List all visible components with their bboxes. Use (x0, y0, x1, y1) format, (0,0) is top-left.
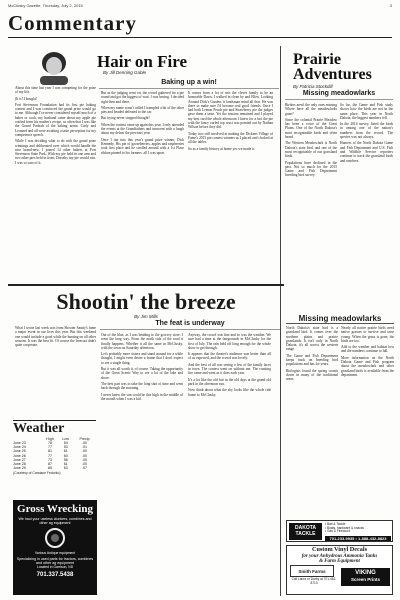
hair-byline: By Jill Denning Gable (103, 70, 147, 75)
column-header: Precip (79, 437, 90, 441)
viking-screen-prints-logo (341, 568, 390, 586)
list-item: • Bait & Tackle (325, 522, 346, 526)
paragraph: What I wrote last week was from Shooter Sanity's fame a major event in our lives this year. But this weekend one would include a good while the hunting on all other seasons. It was the best fit. Of course the forecast didn't quite cooperate. (15, 326, 96, 348)
paragraph: Nearly all native prairie birds need native grasses to survive and raise young. When the grass is gone, the birds are too. (341, 326, 394, 343)
breeze-subhead-text: The feat is underway (155, 320, 225, 327)
table-cell: June 29 (13, 466, 26, 471)
breeze-column-3 (188, 333, 271, 595)
column-header: High (46, 437, 54, 441)
table-cell: 53 (63, 445, 68, 450)
table-cell: 77 (48, 445, 52, 450)
table-cell: June 24 (13, 445, 26, 450)
ad-phone: 701.337.5438 (36, 572, 74, 578)
table-cell: June 25 (13, 449, 26, 454)
paragraph: But as the judging went on, the crowd gathered for a pie round and got the biggest of wait. I was having. I decided right then and there. (101, 91, 184, 104)
paragraph: Once I ran into this year's grand prize winner, Dick Kennedy. His pie of gooseberries, apples and raspberries took first place and he strolled around with a 1st Place ribbon pinned to his farmers. all I was upset. (101, 137, 184, 155)
section-rule (8, 284, 284, 286)
breeze-column-title: Shootin' the breeze (56, 289, 236, 314)
table-cell: .07 (82, 466, 88, 471)
table-cell: .00 (82, 449, 88, 454)
ad-item-list (325, 523, 391, 534)
paragraph: Today two still involved at making the Dickens Village of Fame's 2015 pie contest winners as I placed and clocked at all the tables. (188, 131, 273, 145)
paragraph: Birders aren't the only ones missing Where have all the meadowlarks gone? (285, 103, 337, 116)
list-item: • Gas & Firewood (325, 529, 350, 534)
hair-column-3 (188, 91, 273, 277)
table-cell: .01 (82, 445, 88, 450)
table-cell: .00 (82, 462, 88, 467)
paragraph: Let's probably more sisters and stand around for a while thought, I might even desire a frame that I don't expect to see a single thing. (101, 352, 183, 365)
tractor-wheel-icon (45, 528, 65, 548)
ad-tagline: We haul your useless clunkers, combines and other ag equipment (18, 517, 92, 525)
paragraph: The best part was to take the long shot of time and went back through the morning. (101, 381, 183, 391)
ad-subheadline: for your Anhydrous Ammonia Tanks (301, 553, 378, 559)
table-cell: 61 (63, 449, 68, 454)
paragraph: So as a family history at home yes we made it. (188, 146, 255, 151)
paragraph: North Dakota's state bird is a grassland bird. It comes over the northern plains and prairie grasslands. It isn't only in North Dakota, it's all across the western range. (286, 326, 338, 352)
column-divider (280, 46, 281, 596)
weather-source: (Courtesy of Candace Fedorko) (13, 471, 61, 476)
publication-line: McClusky Gazette, Thursday, July 2, 2015 (8, 3, 83, 8)
hair-column-2 (101, 91, 184, 277)
table-cell: 63 (63, 466, 68, 471)
meadowlarks-column-1 (286, 326, 338, 518)
paragraph: So far, the Game and Fish study shows how the birds are not in the same place. This year in North Dakota, the biggest numbers fell. (340, 103, 393, 120)
table-cell: June 23 (13, 441, 26, 445)
paragraph: Add to the weather and habitat loss and the numbers continue to fall. (341, 345, 394, 354)
paragraph: Now think about what the sky looks like the whole ride home to McClusky. (188, 388, 271, 397)
paragraph: It's a lot like the old fair in the old days at the grand old park in the afternoon sun. (188, 377, 271, 386)
table-cell: June 27 (13, 457, 26, 462)
table-cell: .00 (82, 441, 88, 445)
paragraph: It comes from a lot of mis the clever family to be an honorable Davis, I walked in clean by and Ellen. Looking Around Dick's Garden, it landsman mind all that. He was there to make sure I'd become real good friends. Once I had both Lemon Peach pie and Strawberry pie the judges gave them a taste. Yet the tension remained and I played my best card the whole afternoon. I knew for a fact the pie with the fancy curled top crust was pointed out by Nathan Wilson before they did. (188, 91, 273, 130)
table-cell: June 28 (13, 462, 26, 467)
paragraph: Anyway, the crowd was fine and so was the weather. We sure had a time at the fairgrounds in McClusky for the first of July. The rain held off long enough for the whole show to get through. (188, 333, 271, 350)
table-cell: 73 (48, 457, 52, 462)
ad-phone: 701-233-9935 • 1-888-432-8823 (325, 536, 391, 541)
logo-line: DAKOTA (294, 525, 316, 531)
table-cell: 77 (48, 453, 52, 458)
paragraph: While I was deciding what to do with the grand prize winnings and deliberated over which would handle the nice brand-new, I joined 14 other bakers at Fort Stevenson State Park. With my pie held in one arm and two other pies held in front, Dorothy my pie would win. I was so sure of it. (15, 139, 96, 165)
table-cell: 60 (63, 453, 68, 458)
table-cell: 54 (63, 441, 68, 445)
paragraph: I never knew the sun could be this high in the middle of the month when I was a kid. (101, 392, 183, 401)
table-cell: 61 (63, 462, 68, 467)
ad-business-name: Gross Wrecking (17, 503, 93, 515)
paragraph: In the 2014 survey, listed the birds in among one of the nation's numbers from the record. The species was not always. (340, 122, 393, 140)
ad-note: Various Antique equipment (34, 551, 76, 555)
vinyl-decals-ad[interactable] (286, 545, 393, 595)
breeze-subhead (100, 320, 280, 330)
table-cell: 87 (48, 462, 52, 467)
columnist-photo (18, 49, 90, 85)
paragraph: (It is! I bought! (15, 96, 38, 101)
paragraph: Biologists found the spring counts down in many of the traditional areas. (286, 368, 338, 382)
prairie-column-2 (340, 103, 393, 308)
ad-body (287, 564, 392, 592)
table-cell: 78 (48, 441, 52, 445)
meadowlarks-heading: Missing meadowlarks (286, 314, 394, 324)
paragraph: Hunters of the North Dakota Game and Fish Department and U.S. Fish and Wildlife Service reporters continue to track the grassland birds and ranchers. (340, 141, 393, 163)
section-title-text: Commentary (8, 11, 137, 35)
table-cell: June 26 (13, 453, 26, 458)
paragraph: And the best of all was seeing a few of the family faces in town. The contest went on without me. The roasting fire came and went as it does each year. (188, 362, 271, 376)
table-cell: 81 (48, 449, 52, 454)
hair-subhead (99, 79, 279, 89)
paragraph: Out of the blue, as I was heading to the grocery store, I went the long way. From the north side of the road it finally happens. Whether it all the same in McClusky, with the town on Saturday afternoon. (101, 333, 183, 350)
ad-specialty: Specializing in used parts for tractors, combines and other ag equipment (16, 557, 94, 565)
hair-column-title: Hair on Fire (97, 52, 188, 71)
logo-line: TACKLE (295, 531, 316, 537)
prairie-subhead (285, 90, 393, 100)
prairie-column-title: Prairie Adventures (293, 51, 372, 83)
logo-line: Screen Prints (350, 577, 380, 583)
prairie-column-1 (285, 103, 337, 308)
paragraph: It appears that the theater's audience was better than all of us expected, and the crowd was lovely. (188, 352, 271, 361)
paragraph: More information on the North Dakota Game and Fish program about the meadowlark and other grassland birds is available from the department. (341, 355, 394, 377)
dakota-tackle-logo (289, 523, 322, 540)
meadowlarks-column-2 (341, 326, 394, 518)
section-title (8, 10, 392, 38)
paragraph: But it was all worth it, of course. Taking the opportunity of the Great Scenic Way to see a lot of the lake and shore. (101, 367, 183, 380)
prairie-subhead-text: Missing meadowlarks (302, 90, 376, 97)
weather-box (13, 420, 96, 496)
list-item: • Boats, hardware & snacks (325, 525, 365, 530)
table-cell: 56 (63, 457, 68, 462)
table-cell: 85 (48, 466, 52, 471)
paragraph: When the contest came up again this year, I only attended the events at the Grandfathers and innocent with a laugh about my defeat the previous year. (101, 122, 184, 136)
ad-location: Located in Garrison, ND (36, 565, 74, 569)
breeze-column-1 (15, 326, 96, 420)
paragraph: About this time last year I was competing for the prize of my life. (15, 86, 96, 95)
table-cell: .00 (82, 457, 88, 462)
paragraph: But trying never stopped thought! (101, 116, 150, 121)
column-header: Low (62, 437, 69, 441)
paragraph: Fort Stevenson Foundation had its first pie baking contest and I was convinced the grand prize would go to me. Although I've never considered myself much of a baker or cook, my husband came about my apple pie crafted from his mother's recipe, so often that I was like the Grand Poobah of the baking arena. Carly and Leonard and all were awaiting a taste perception for my competence speech. (15, 102, 96, 137)
table-row (13, 466, 96, 470)
gross-wrecking-ad[interactable] (13, 500, 97, 595)
breeze-byline: By Jim Mills (134, 314, 158, 319)
dakota-tackle-ad[interactable] (286, 520, 393, 542)
paragraph: Populations have declined in the past. Not so much for the 2015 Game and Fish Department breeding bird survey. (285, 160, 337, 178)
logo-line: VIKING (355, 570, 376, 577)
ad-contact: Call Laura or Darby at 701-462-8713 (291, 577, 337, 586)
prairie-byline: By Patricia Stockdill (293, 84, 333, 89)
ad-headline: Custom Vinyl Decals (311, 546, 367, 553)
paragraph: When my name wasn't called I trampled a bit of the other pies and headed defeated to the car. (101, 105, 184, 115)
weather-title: Weather (13, 421, 65, 436)
smith-farms-logo: Smith Farms (290, 565, 334, 577)
paragraph: The Western Meadowlark is North Dakota's state bird, and one of the most recognizable of our grassland birds. (285, 141, 337, 159)
paragraph: The Game and Fish Department keeps track on breeding bird populations and has for years. (286, 353, 338, 367)
table-cell: .00 (82, 453, 88, 458)
ad-subheadline: & Farm Equipment (319, 558, 360, 564)
breeze-column-2 (101, 333, 183, 595)
hair-column-1 (15, 86, 96, 272)
paragraph: Since the colonial Prairie Meadow has been a voice of the Great Plains. One of the North Dakota's most recognizable birds and often heard. (285, 117, 337, 140)
weather-table (13, 437, 96, 470)
hair-subhead-text: Baking up a win! (161, 79, 217, 86)
page-number: 3 (389, 3, 392, 8)
